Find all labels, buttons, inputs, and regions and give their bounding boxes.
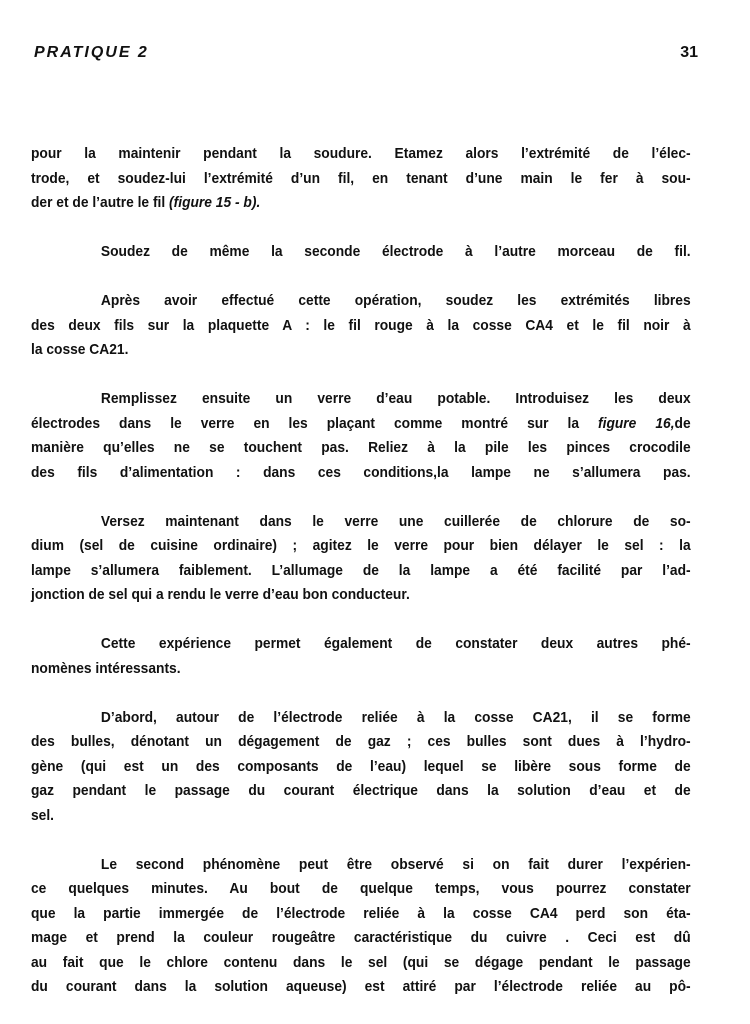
text-run: de xyxy=(674,414,691,432)
text-line: Cette expérience permet également de constater deux autres phé- xyxy=(100,635,691,652)
text-run: der et de l’autre le fil xyxy=(31,194,170,211)
text-line: jonction de sel qui a rendu le verre d’eau bon conducteur. xyxy=(31,586,410,603)
text-line xyxy=(31,412,691,437)
text-line: Le second phénomène peut être observé si on fait durer l’expérien- xyxy=(100,855,691,873)
text-line: Remplissez ensuite un verre d’eau potable. Introduisez les deux xyxy=(100,390,691,407)
text-line: au fait que le chlore contenu dans le sel (qui se dégage pendant le passage xyxy=(31,953,691,971)
page-header xyxy=(34,44,698,68)
paragraph xyxy=(31,853,691,1000)
text-line: dium (sel de cuisine ordinaire) ; agitez le verre pour bien délayer le sel : la xyxy=(31,537,691,554)
text-line: Soudez de même la seconde électrode à l’autre morceau de fil. xyxy=(100,243,691,260)
figure-reference: figure 16, xyxy=(598,414,675,432)
running-title: PRATIQUE 2 xyxy=(34,44,149,61)
text-line: ce quelques minutes. Au bout de quelque temps, vous pourrez constater xyxy=(31,880,691,897)
text-line: nomènes intéressants. xyxy=(31,659,181,677)
paragraph xyxy=(31,142,691,216)
page-number: 31 xyxy=(680,44,698,61)
text-line: trode, et soudez-lui l’extrémité d’un fil, en tenant d’une main le fer à sou- xyxy=(31,169,691,187)
text-line: des fils d’alimentation : dans ces conditions,la lampe ne s’allumera pas. xyxy=(31,463,691,481)
text-line: Après avoir effectué cette opération, soudez les extrémités libres xyxy=(100,292,691,309)
paragraph xyxy=(31,510,691,608)
body-text xyxy=(31,142,691,1024)
paragraph xyxy=(31,387,691,485)
text-line: gène (qui est un des composants de l’eau) lequel se libère sous forme de xyxy=(31,757,691,775)
text-line: sel. xyxy=(31,806,55,824)
text-line xyxy=(31,191,691,216)
text-line: manière qu’elles ne se touchent pas. Reliez à la pile les pinces crocodile xyxy=(31,439,691,456)
text-line: que la partie immergée de l’électrode reliée à la cosse CA4 perd son éta- xyxy=(31,904,691,922)
text-run: électrodes dans le verre en les plaçant comme montré sur la xyxy=(31,414,599,432)
text-line: des deux fils sur la plaquette A : le fil rouge à la cosse CA4 et le fil noir à xyxy=(31,316,691,334)
text-line: pour la maintenir pendant la soudure. Etamez alors l’extrémité de l’élec- xyxy=(31,145,691,162)
paragraph xyxy=(31,706,691,829)
figure-reference: (figure 15 - b). xyxy=(169,194,261,211)
text-line: des bulles, dénotant un dégagement de gaz ; ces bulles sont dues à l’hydro- xyxy=(31,733,691,750)
text-line: Versez maintenant dans le verre une cuillerée de chlorure de so- xyxy=(100,512,691,530)
paragraph xyxy=(31,240,691,265)
text-line: mage et prend la couleur rougeâtre caractéristique du cuivre . Ceci est dû xyxy=(31,929,691,946)
text-line: gaz pendant le passage du courant électrique dans la solution d’eau et de xyxy=(31,782,691,799)
text-line: du courant dans la solution aqueuse) est attiré par l’électrode reliée au pô- xyxy=(31,978,691,995)
paragraph xyxy=(31,632,691,681)
text-line: D’abord, autour de l’électrode reliée à la cosse CA21, il se forme xyxy=(100,708,691,726)
paragraph xyxy=(31,289,691,363)
text-line: la cosse CA21. xyxy=(31,341,129,358)
text-line: lampe s’allumera faiblement. L’allumage de la lampe a été facilité par l’ad- xyxy=(31,561,691,579)
